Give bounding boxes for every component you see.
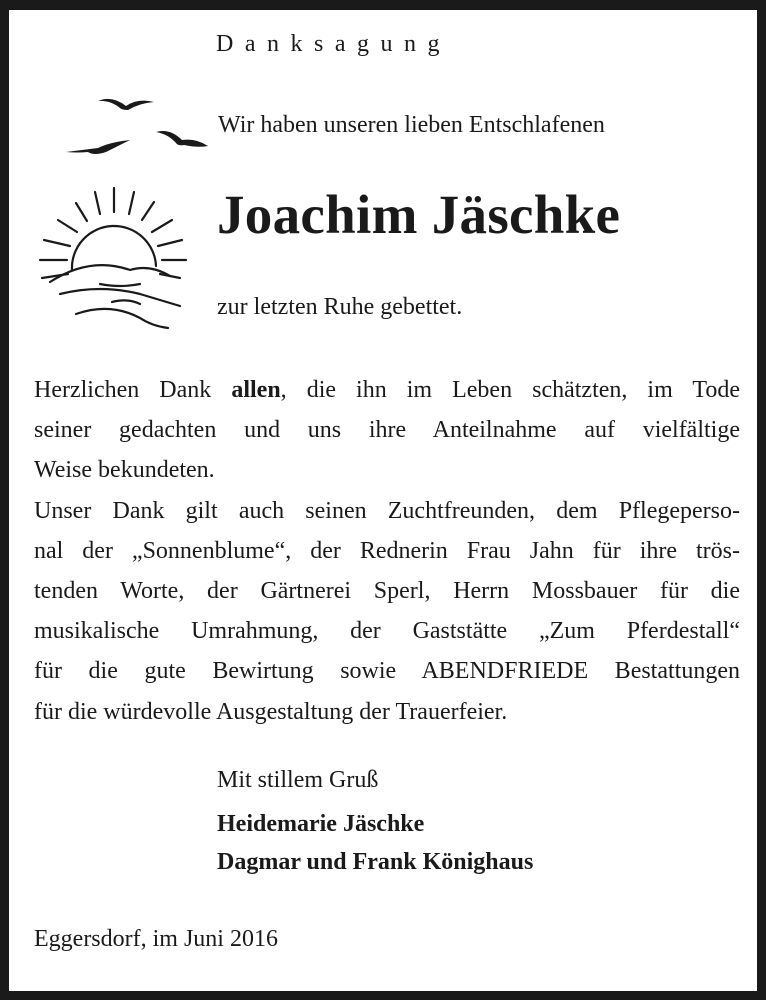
signer-1: Heidemarie Jäschke [217,811,425,837]
body-line: Unser Dank gilt auch seinen Zuchtfreunden, dem Pflegeperso- [34,497,740,524]
emphasis-allen: allen [231,377,281,403]
birds-icon [66,99,208,154]
closing-greeting: Mit stillem Gruß [217,767,379,793]
sunset-birds-artwork [30,88,240,338]
body-line: nal der „Sonnenblume“, der Rednerin Frau Jahn für ihre trös- [34,537,740,564]
body-line: Herzlichen Dank allen, die ihn im Leben schätzten, im Tode [34,377,740,403]
signer-2: Dagmar und Frank Könighaus [217,849,534,875]
body-line: für die gute Bewirtung sowie ABENDFRIEDE Bestattungen [34,658,740,685]
intro-text: Wir haben unseren lieben Entschlafenen [218,112,605,138]
thanks-paragraph [34,370,740,732]
body-line: Weise bekundeten. [34,457,215,484]
body-line: tenden Worte, der Gärtnerei Sperl, Herrn Mossbauer für die [34,577,740,604]
sunset-icon [40,188,186,328]
heading-danksagung: Danksagung [216,31,451,57]
place-date: Eggersdorf, im Juni 2016 [34,926,278,952]
deceased-name: Joachim Jäschke [217,184,621,245]
body-line: für die würdevolle Ausgestaltung der Trauerfeier. [34,698,508,725]
body-line: musikalische Umrahmung, der Gaststätte „Zum Pferdestall“ [34,618,740,645]
outro-text: zur letzten Ruhe gebettet. [217,294,463,320]
body-line: seiner gedachten und uns ihre Anteilnahme auf vielfältige [34,417,740,444]
